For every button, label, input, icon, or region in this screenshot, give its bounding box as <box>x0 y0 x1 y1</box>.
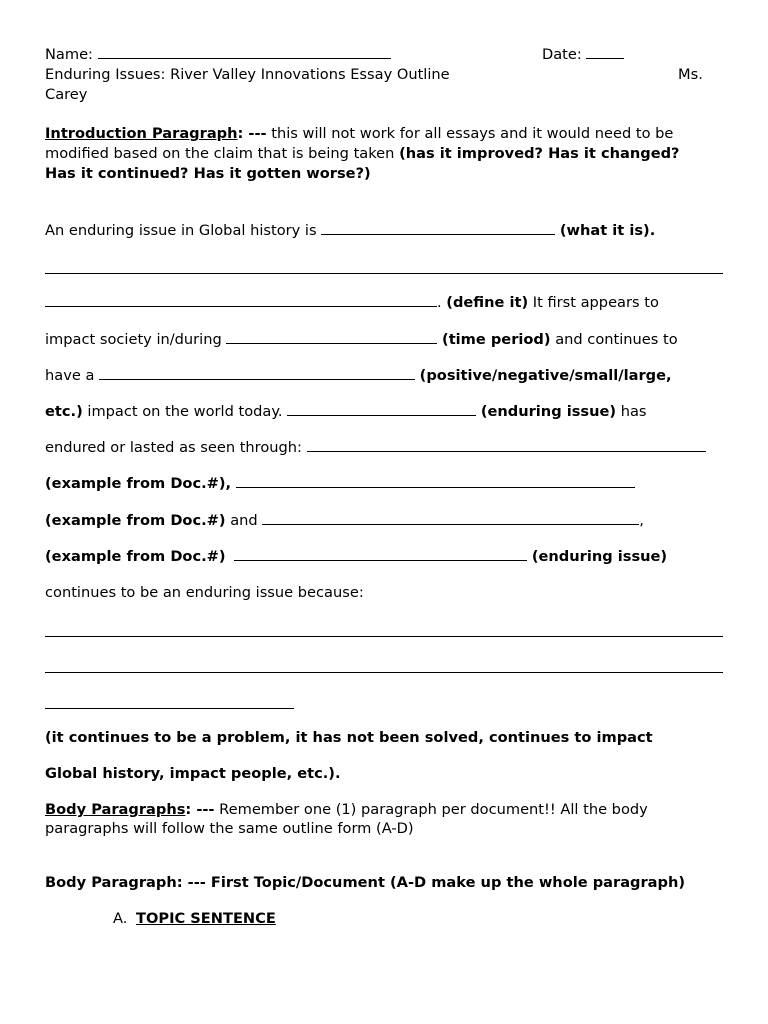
body-line-2: paragraphs will follow the same outline form (A-D) <box>45 820 414 837</box>
item-a-letter: A. <box>113 910 128 927</box>
time-period-field[interactable] <box>226 330 437 344</box>
l6-text: impact on the world today. <box>82 403 288 420</box>
outline-line-8 <box>45 474 635 493</box>
l8-bold: (example from Doc.#), <box>45 475 232 492</box>
l10-bold-2: (enduring issue) <box>531 548 668 565</box>
enduring-issue-field-1[interactable] <box>287 402 476 416</box>
teacher-last: Carey <box>45 86 88 103</box>
because-line-2[interactable] <box>45 672 723 673</box>
outline-line-7 <box>45 438 706 457</box>
outline-line-3 <box>45 293 659 312</box>
blank-line-2[interactable] <box>45 273 723 274</box>
intro-line-1 <box>45 124 673 143</box>
topic-sentence-label: TOPIC SENTENCE <box>136 910 276 927</box>
outline-line-13: (it continues to be a problem, it has not been solved, continues to impact <box>45 729 653 746</box>
name-line <box>45 45 391 64</box>
date-line <box>542 45 624 64</box>
l5-text: have a <box>45 367 100 384</box>
name-field[interactable] <box>98 45 391 59</box>
outline-line-1 <box>45 221 655 240</box>
date-label: Date: <box>542 46 582 63</box>
l9-bold: (example from Doc.#) <box>45 512 226 529</box>
because-line-1[interactable] <box>45 636 723 637</box>
example-field-2[interactable] <box>262 511 639 525</box>
what-it-is-field[interactable] <box>321 221 555 235</box>
body-line-1 <box>45 800 648 819</box>
endured-field[interactable] <box>307 438 706 452</box>
l6-text-2: has <box>616 403 647 420</box>
outline-line-10 <box>45 547 667 566</box>
intro-line-3: Has it continued? Has it gotten worse?) <box>45 165 371 182</box>
l4-bold: (time period) <box>442 331 551 348</box>
outline-line-6 <box>45 402 647 421</box>
intro-colon: : --- <box>237 125 267 142</box>
l6-bold-2: (enduring issue) <box>480 403 617 420</box>
body-colon: : --- <box>185 801 215 818</box>
date-field[interactable] <box>586 45 624 59</box>
define-field[interactable] <box>45 293 437 307</box>
outline-line-9 <box>45 511 644 530</box>
outline-line-5 <box>45 366 672 385</box>
teacher-first: Ms. <box>678 66 703 83</box>
because-line-3[interactable] <box>45 708 294 709</box>
l9-text: and <box>225 512 263 529</box>
l3-bold: (define it) <box>446 294 529 311</box>
name-label: Name: <box>45 46 93 63</box>
l1-text: An enduring issue in Global history is <box>45 222 322 239</box>
intro-text-1: this will not work for all essays and it would need to be <box>266 125 674 142</box>
topic-sentence-item <box>113 909 276 928</box>
enduring-issue-field-2[interactable] <box>234 547 527 561</box>
l3-text: It first appears to <box>528 294 659 311</box>
l10-bold: (example from Doc.#) <box>45 548 226 565</box>
impact-type-field[interactable] <box>99 366 415 380</box>
l5-bold: (positive/negative/small/large, <box>419 367 672 384</box>
l4-text-2: and continues to <box>550 331 678 348</box>
body-heading: Body Paragraphs <box>45 801 186 818</box>
l1-bold: (what it is). <box>559 222 656 239</box>
outline-line-14: Global history, impact people, etc.). <box>45 765 341 782</box>
l3-period: . <box>437 294 447 311</box>
intro-line-2 <box>45 144 680 163</box>
intro-heading: Introduction Paragraph <box>45 125 238 142</box>
intro-text-2b: (has it improved? Has it changed? <box>399 145 680 162</box>
l6-bold: etc.) <box>45 403 83 420</box>
example-field-1[interactable] <box>236 474 635 488</box>
intro-text-2a: modified based on the claim that is being taken <box>45 145 400 162</box>
outline-line-11: continues to be an enduring issue because: <box>45 584 364 601</box>
l4-text: impact society in/during <box>45 331 227 348</box>
essay-title: Enduring Issues: River Valley Innovations Essay Outline <box>45 66 450 83</box>
outline-line-4 <box>45 330 678 349</box>
l9-comma: , <box>639 512 644 529</box>
first-topic-heading: Body Paragraph: --- First Topic/Document (A-D make up the whole paragraph) <box>45 874 686 891</box>
body-text-1: Remember one (1) paragraph per document!! All the body <box>214 801 648 818</box>
l7-text: endured or lasted as seen through: <box>45 439 307 456</box>
